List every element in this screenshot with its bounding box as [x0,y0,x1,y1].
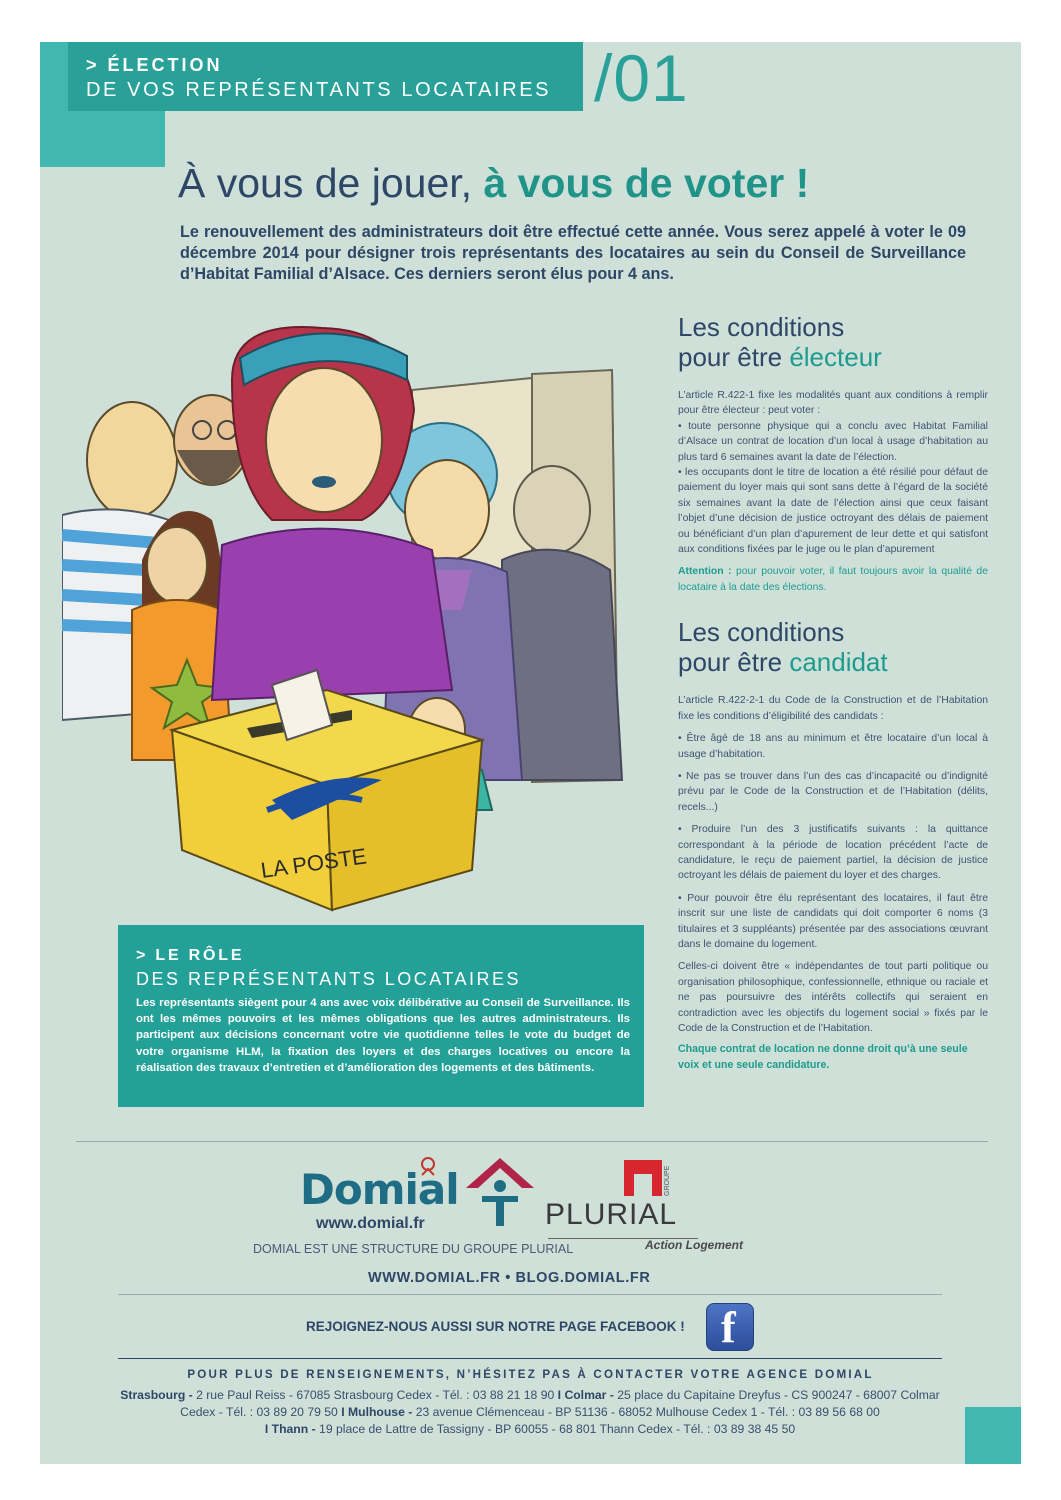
intro-paragraph: Le renouvellement des administrateurs doit être effectué cette année. Vous serez appelé à voter le 09 décembre 2014 pour désigner trois représentants des locataires au sein du Conseil de Surveillance d’Habitat Familial d’Alsace. Ces derniers seront élus pour 4 ans. [180,223,966,283]
candidat-title: Les conditions pour être candidat [678,617,888,678]
candidat-p3: • Ne pas se trouver dans l’un des cas d’incapacité ou d’indignité prévu par le Code de la Construction et de l’Habitation (délits, recels...) [678,770,988,813]
electeur-p2: • toute personne physique qui a conclu avec Habitat Familial d’Alsace un contrat de location d’un local à usage d’habitation au plus tard 6 semaines avant la date de l’élection. [678,420,988,463]
agency-addresses: Strasbourg - 2 rue Paul Reiss - 67085 Strasbourg Cedex - Tél. : 03 88 21 18 90 I Colmar - 25 place du Capitaine Dreyfus - CS 900247 - 68007 Colmar Cedex - Tél. : 03 89 20 79 50 I Mulhouse - 23 avenue Clémenceau - BP 51136 - 68052 Mulhouse Cedex 1 - Tél. : 03 89 56 68 00 I Thann - 19 place de Lattre de Tassigny - BP 60055 - 68 801 Thann Cedex - Tél. : 03 89 38 45 50 [120,1388,940,1436]
plurial-logo-mark [624,1160,662,1196]
structure-text: DOMIAL EST UNE STRUCTURE DU GROUPE PLURIAL [253,1242,574,1256]
agency-city: Thann - [271,1421,316,1436]
role-box [118,925,644,1107]
groupe-label: GROUPE [664,1165,671,1196]
attention-note: Attention : pour pouvoir voter, il faut toujours avoir la qualité de locataire à la date des élections. [678,566,988,593]
agency-address: 23 avenue Clémenceau - BP 51136 - 68052 Mulhouse Cedex 1 - Tél. : 03 89 56 68 00 [412,1404,880,1419]
domial-logo: Domial [300,1165,459,1214]
agency-address: 25 place du Capitaine Dreyfus - CS 900247 - 68007 Colmar Cedex - Tél. : 03 89 20 79 50 [180,1388,940,1419]
title-part2: à vous de voter ! [483,160,810,206]
candidat-p2: • Être âgé de 18 ans au minimum et être locataire d’un local à usage d’habitation. [678,733,988,760]
facebook-icon[interactable]: f [706,1303,754,1351]
facebook-text: REJOIGNEZ-NOUS AUSSI SUR NOTRE PAGE FACEBOOK ! [306,1319,685,1334]
agency-address: 19 place de Lattre de Tassigny - BP 60055 - 68 801 Thann Cedex - Tél. : 03 89 38 45 50 [315,1421,796,1436]
house-logo-icon [464,1156,536,1228]
agency-city: Mulhouse - [347,1404,413,1419]
candidat-p1: L’article R.422-2-1 du Code de la Construction et de l’Habitation fixe les conditions d’éligibilité des candidats : [678,695,988,722]
plurial-logo: PLURIAL [545,1198,678,1231]
candidat-p5: • Pour pouvoir être élu représentant des locataires, il faut être inscrit sur une liste de candidats qui doit comporter 6 noms (3 titulaires et 3 suppléants) présentée par des associations œuvrant dans le domaine du logement. [678,892,988,950]
final-note: Chaque contrat de location ne donne droit qu’à une seule voix et une seule candidature. [678,1043,968,1071]
title-part1: À vous de jouer, [178,160,473,206]
web-links[interactable]: WWW.DOMIAL.FR • BLOG.DOMIAL.FR [368,1270,651,1286]
role-kicker: > LE RÔLE [136,947,245,964]
header-band [68,42,583,111]
voting-illustration [62,310,652,920]
candidat-p4: • Produire l’un des 3 justificatifs suivants : la quittance correspondant à la période de location précédent l’acte de candidature, le reçu de paiement partiel, la décision de justice octroyant les délais de paiement du loyer et des charges. [678,824,988,882]
electeur-p3: • les occupants dont le titre de location a été résilié pour défaut de paiement du loyer mais qui sont sans dette à l’égard de la société six semaines avant la date de l’élection ainsi que ceux faisant l’objet d’une décision de justice octroyant des délais de paiement ou bénéficiant d’un plan d’apurement de leur dette et qui satisfont aux conditions fixées par le juge ou le plan d’apurement [678,467,988,556]
divider-top [76,1141,988,1142]
page-title [178,160,809,207]
role-text: Les représentants siègent pour 4 ans avec voix délibérative au Conseil de Surveillance. Ils ont les mêmes pouvoirs et les mêmes obligations que les autres administrateurs. Ils participent aux décisions concernant votre vie quotidienne telles le vote du budget de votre organisme HLM, la fixation des loyers et des charges locatives ou encore la réalisation des travaux d’entretien et d’amélioration des logements et des bâtiments. [136,997,630,1074]
electeur-title: Les conditions pour être électeur [678,312,882,372]
action-logement-logo: Action Logement [645,1238,743,1252]
electeur-p1: L’article R.422-1 fixe les modalités quant aux conditions à remplir pour être électeur : peut voter : [678,390,988,417]
contact-title: POUR PLUS DE RENSEIGNEMENTS, N’HÉSITEZ PAS À CONTACTER VOTRE AGENCE DOMIAL [187,1368,874,1381]
conditions-column [678,312,988,1084]
candidat-p6: Celles-ci doivent être « indépendantes de tout parti politique ou organisation philosophique, confessionnelle, ethnique ou raciale et ne pas poursuivre des intérêts collectifs qui seraient en contradiction avec les objectifs du logement social » fixés par le Code de la Construction et de l’Habitation. [678,961,988,1034]
role-subtitle: DES REPRÉSENTANTS LOCATAIRES [136,969,522,989]
ballot-box-label: LA POSTE [259,843,369,883]
domial-url[interactable]: www.domial.fr [316,1215,425,1232]
issue-number: /01 [594,41,689,115]
header-kicker: > ÉLECTION [86,55,223,75]
divider-links [118,1294,942,1295]
agency-city: Strasbourg - [120,1388,193,1402]
header-subtitle: DE VOS REPRÉSENTANTS LOCATAIRES [86,79,552,101]
domial-logo-mark [418,1155,438,1177]
corner-accent-bottom [965,1407,1021,1464]
agency-address: 2 rue Paul Reiss - 67085 Strasbourg Cedex - Tél. : 03 88 21 18 90 [192,1388,558,1402]
divider-contact [118,1358,942,1359]
agency-city: Colmar - [564,1388,614,1402]
